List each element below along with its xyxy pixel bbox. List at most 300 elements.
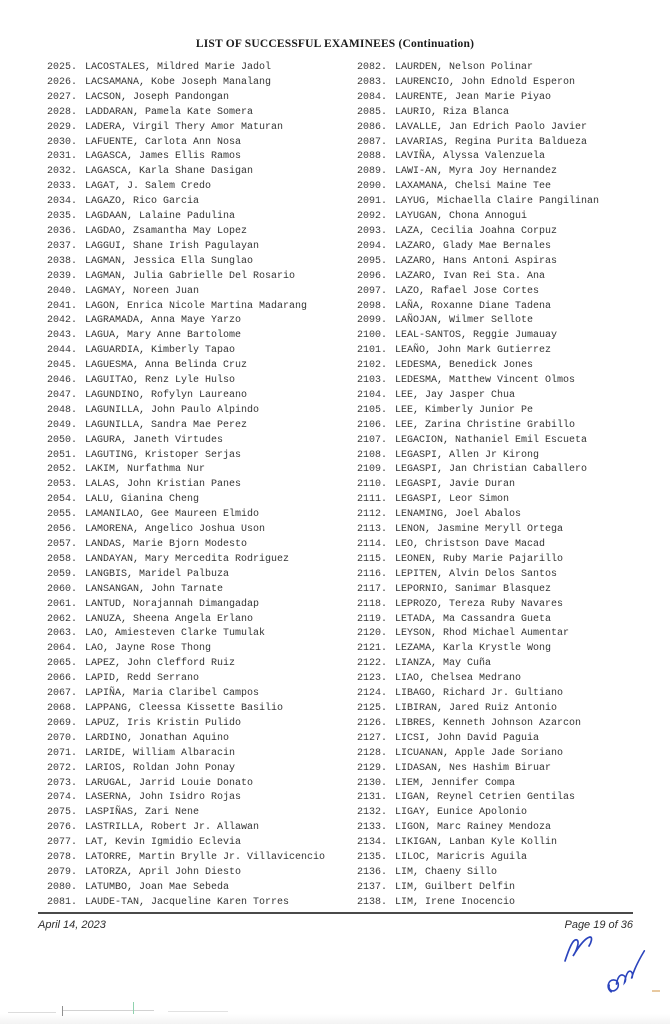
examinee-number: 2088.	[357, 151, 388, 163]
examinee-number: 2026.	[47, 76, 78, 88]
examinee-name: LIM, Guilbert Delfin	[395, 881, 516, 893]
examinee-name: LAURIO, Riza Blanca	[395, 106, 510, 118]
footer-divider	[38, 912, 633, 914]
list-item	[357, 225, 669, 240]
list-item	[47, 255, 359, 270]
examinee-number: 2096.	[357, 270, 388, 282]
examinee-number: 2056.	[47, 524, 78, 536]
list-item	[47, 732, 359, 747]
list-item	[47, 419, 359, 434]
list-item	[357, 300, 669, 315]
examinee-number: 2043.	[47, 330, 78, 342]
list-item	[47, 583, 359, 598]
examinee-number: 2100.	[357, 330, 388, 342]
list-item	[47, 821, 359, 836]
examinee-list-left-column	[47, 61, 359, 911]
examinee-number: 2132.	[357, 807, 388, 819]
examinee-number: 2126.	[357, 717, 388, 729]
examinee-name: LANSANGAN, John Tarnate	[85, 583, 224, 595]
list-item	[357, 568, 669, 583]
examinee-name: LAGUNDINO, Rofylyn Laureano	[85, 389, 248, 401]
scan-artifact	[62, 1006, 63, 1016]
list-item	[47, 136, 359, 151]
examinee-name: LILOC, Maricris Aguila	[395, 852, 528, 864]
list-item	[357, 851, 669, 866]
examinee-number: 2062.	[47, 613, 78, 625]
list-item	[357, 106, 669, 121]
examinee-name: LAT, Kevin Igmidio Eclevia	[85, 837, 242, 849]
examinee-number: 2115.	[357, 553, 388, 565]
list-item	[357, 493, 669, 508]
list-item	[357, 702, 669, 717]
examinee-number: 2093.	[357, 225, 388, 237]
examinee-number: 2030.	[47, 136, 78, 148]
examinee-number: 2050.	[47, 434, 78, 446]
examinee-name: LAGUNILLA, Sandra Mae Perez	[85, 419, 248, 431]
examinee-name: LAGDAO, Zsamantha May Lopez	[85, 225, 248, 237]
examinee-number: 2125.	[357, 702, 388, 714]
examinee-number: 2081.	[47, 896, 78, 908]
list-item	[47, 642, 359, 657]
list-item	[357, 538, 669, 553]
examinee-name: LENON, Jasmine Meryll Ortega	[395, 524, 564, 536]
examinee-number: 2064.	[47, 643, 78, 655]
examinee-name: LAGUA, Mary Anne Bartolome	[85, 330, 242, 342]
list-item	[357, 434, 669, 449]
examinee-name: LIANZA, May Cuña	[395, 658, 492, 670]
list-item	[47, 225, 359, 240]
examinee-number: 2083.	[357, 76, 388, 88]
list-item	[47, 270, 359, 285]
examinee-name: LALAS, John Kristian Panes	[85, 479, 242, 491]
list-item	[357, 627, 669, 642]
examinee-number: 2117.	[357, 583, 388, 595]
examinee-name: LATORZA, April John Diesto	[85, 866, 242, 878]
examinee-number: 2036.	[47, 225, 78, 237]
scan-artifact	[652, 990, 660, 992]
list-item	[47, 866, 359, 881]
examinee-name: LIGAY, Eunice Apolonio	[395, 807, 528, 819]
list-item	[47, 791, 359, 806]
signature-mark-1	[562, 934, 600, 966]
examinee-number: 2051.	[47, 449, 78, 461]
list-item	[47, 747, 359, 762]
examinee-number: 2053.	[47, 479, 78, 491]
examinee-name: LEGASPI, Allen Jr Kirong	[395, 449, 540, 461]
examinee-name: LAZA, Cecilia Joahna Corpuz	[395, 225, 558, 237]
examinee-number: 2031.	[47, 151, 78, 163]
list-item	[47, 613, 359, 628]
examinee-number: 2127.	[357, 732, 388, 744]
examinee-number: 2060.	[47, 583, 78, 595]
examinee-name: LIGAN, Reynel Cetrien Gentilas	[395, 792, 576, 804]
examinee-number: 2032.	[47, 166, 78, 178]
examinee-name: LAGAT, J. Salem Credo	[85, 181, 212, 193]
list-item	[357, 285, 669, 300]
examinee-name: LAFUENTE, Carlota Ann Nosa	[85, 136, 242, 148]
examinee-number: 2070.	[47, 732, 78, 744]
examinee-number: 2098.	[357, 300, 388, 312]
list-item	[357, 583, 669, 598]
examinee-name: LEGACION, Nathaniel Emil Escueta	[395, 434, 588, 446]
list-item	[47, 434, 359, 449]
list-item	[357, 672, 669, 687]
list-item	[357, 150, 669, 165]
examinee-name: LASPIÑAS, Zari Nene	[85, 807, 200, 819]
examinee-name: LIGON, Marc Rainey Mendoza	[395, 822, 552, 834]
list-item	[357, 777, 669, 792]
list-item	[47, 389, 359, 404]
examinee-name: LIBIRAN, Jared Ruiz Antonio	[395, 702, 558, 714]
examinee-number: 2049.	[47, 419, 78, 431]
examinee-number: 2105.	[357, 404, 388, 416]
examinee-number: 2085.	[357, 106, 388, 118]
examinee-number: 2067.	[47, 688, 78, 700]
examinee-name: LAGDAAN, Lalaine Padulina	[85, 211, 236, 223]
examinee-number: 2057.	[47, 539, 78, 550]
examinee-number: 2130.	[357, 777, 388, 789]
list-item	[357, 210, 669, 225]
examinee-name: LAPEZ, John Clefford Ruiz	[85, 658, 236, 670]
examinee-name: LEPROZO, Tereza Ruby Navares	[395, 598, 564, 610]
examinee-number: 2109.	[357, 464, 388, 476]
examinee-name: LAMORENA, Angelico Joshua Uson	[85, 524, 266, 536]
examinee-name: LAZARO, Ivan Rei Sta. Ana	[395, 270, 546, 282]
examinee-number: 2075.	[47, 807, 78, 819]
examinee-name: LAVIÑA, Alyssa Valenzuela	[395, 151, 546, 163]
list-item	[357, 687, 669, 702]
examinee-name: LANDAS, Marie Bjorn Modesto	[85, 539, 248, 550]
examinee-number: 2114.	[357, 539, 388, 550]
examinee-number: 2042.	[47, 315, 78, 327]
examinee-name: LIBRES, Kenneth Johnson Azarcon	[395, 717, 582, 729]
examinee-name: LAZARO, Glady Mae Bernales	[395, 240, 552, 252]
examinee-name: LADDARAN, Pamela Kate Somera	[85, 106, 254, 118]
examinee-number: 2110.	[357, 479, 388, 491]
examinee-name: LAGMAY, Noreen Juan	[85, 285, 200, 297]
examinee-name: LEYSON, Rhod Michael Aumentar	[395, 628, 570, 640]
list-item	[357, 598, 669, 613]
list-item	[47, 806, 359, 821]
list-item	[357, 747, 669, 762]
examinee-number: 2065.	[47, 658, 78, 670]
examinee-name: LANDAYAN, Mary Mercedita Rodriguez	[85, 553, 290, 565]
examinee-number: 2054.	[47, 494, 78, 506]
examinee-number: 2068.	[47, 702, 78, 714]
examinee-number: 2047.	[47, 389, 78, 401]
list-item	[47, 777, 359, 792]
examinee-number: 2035.	[47, 211, 78, 223]
examinee-name: LEGASPI, Javie Duran	[395, 479, 516, 491]
list-item	[47, 717, 359, 732]
list-item	[357, 881, 669, 896]
examinee-name: LETADA, Ma Cassandra Gueta	[395, 613, 552, 625]
examinee-number: 2092.	[357, 211, 388, 223]
page-footer	[38, 919, 633, 931]
list-item	[47, 762, 359, 777]
list-item	[357, 389, 669, 404]
list-item	[357, 613, 669, 628]
examinee-number: 2037.	[47, 240, 78, 252]
list-item	[357, 866, 669, 881]
list-item	[47, 76, 359, 91]
examinee-number: 2108.	[357, 449, 388, 461]
examinee-number: 2138.	[357, 896, 388, 908]
examinee-number: 2027.	[47, 91, 78, 103]
examinee-name: LIAO, Chelsea Medrano	[395, 673, 522, 685]
list-item	[47, 553, 359, 568]
examinee-number: 2033.	[47, 181, 78, 193]
examinee-number: 2103.	[357, 375, 388, 387]
examinee-name: LEPITEN, Alvin Delos Santos	[395, 568, 558, 580]
examinee-name: LAGURA, Janeth Virtudes	[85, 434, 224, 446]
examinee-number: 2090.	[357, 181, 388, 193]
examinee-number: 2052.	[47, 464, 78, 476]
examinee-number: 2113.	[357, 524, 388, 536]
examinee-name: LAGAZO, Rico Garcia	[85, 196, 200, 208]
examinee-name: LAVARIAS, Regina Purita Baldueza	[395, 136, 588, 148]
examinee-number: 2076.	[47, 822, 78, 834]
examinee-number: 2120.	[357, 628, 388, 640]
examinee-number: 2137.	[357, 881, 388, 893]
examinee-number: 2061.	[47, 598, 78, 610]
examinee-name: LEE, Zarina Christine Grabillo	[395, 419, 576, 431]
list-item	[47, 627, 359, 642]
list-item	[357, 806, 669, 821]
examinee-name: LENAMING, Joel Abalos	[395, 509, 522, 521]
list-item	[357, 374, 669, 389]
examinee-name: LAMANILAO, Gee Maureen Elmido	[85, 509, 260, 521]
examinee-name: LAGASCA, Karla Shane Dasigan	[85, 166, 254, 178]
list-item	[357, 255, 669, 270]
examinee-name: LEPORNIO, Sanimar Blasquez	[395, 583, 552, 595]
list-item	[47, 836, 359, 851]
list-item	[357, 195, 669, 210]
examinee-name: LASTRILLA, Robert Jr. Allawan	[85, 822, 260, 834]
examinee-number: 2119.	[357, 613, 388, 625]
examinee-number: 2079.	[47, 866, 78, 878]
examinee-name: LAUDE-TAN, Jacqueline Karen Torres	[85, 896, 290, 908]
list-item	[357, 821, 669, 836]
examinee-name: LACSON, Joseph Pandongan	[85, 91, 230, 103]
list-item	[357, 478, 669, 493]
examinee-number: 2136.	[357, 866, 388, 878]
list-item	[47, 210, 359, 225]
examinee-number: 2089.	[357, 166, 388, 178]
examinee-name: LACSAMANA, Kobe Joseph Manalang	[85, 76, 272, 88]
examinee-name: LAÑOJAN, Wilmer Sellote	[395, 315, 534, 327]
examinee-number: 2029.	[47, 121, 78, 133]
list-item	[47, 329, 359, 344]
examinee-name: LALU, Gianina Cheng	[85, 494, 200, 506]
examinee-name: LAGASCA, James Ellis Ramos	[85, 151, 242, 163]
list-item	[357, 270, 669, 285]
examinee-number: 2087.	[357, 136, 388, 148]
list-item	[47, 91, 359, 106]
list-item	[357, 61, 669, 76]
list-item	[357, 717, 669, 732]
list-item	[357, 732, 669, 747]
examinee-name: LAGUARDIA, Kimberly Tapao	[85, 345, 236, 357]
list-item	[357, 344, 669, 359]
examinee-number: 2131.	[357, 792, 388, 804]
list-item	[357, 762, 669, 777]
examinee-name: LAO, Amiesteven Clarke Tumulak	[85, 628, 266, 640]
examinee-name: LIBAGO, Richard Jr. Gultiano	[395, 688, 564, 700]
examinee-name: LEE, Jay Jasper Chua	[395, 389, 516, 401]
examinee-number: 2134.	[357, 837, 388, 849]
list-item	[357, 836, 669, 851]
examinee-name: LEGASPI, Jan Christian Caballero	[395, 464, 588, 476]
examinee-name: LIM, Irene Inocencio	[395, 896, 516, 908]
examinee-number: 2091.	[357, 196, 388, 208]
list-item	[47, 508, 359, 523]
examinee-name: LAZARO, Hans Antoni Aspiras	[395, 255, 558, 267]
examinee-name: LAGUESMA, Anna Belinda Cruz	[85, 360, 248, 372]
list-item	[357, 121, 669, 136]
examinee-number: 2063.	[47, 628, 78, 640]
examinee-name: LAPIÑA, Maria Claribel Campos	[85, 688, 260, 700]
examinee-number: 2097.	[357, 285, 388, 297]
examinee-number: 2116.	[357, 568, 388, 580]
list-item	[357, 91, 669, 106]
list-item	[47, 568, 359, 583]
list-item	[357, 314, 669, 329]
examinee-number: 2034.	[47, 196, 78, 208]
list-item	[47, 61, 359, 76]
list-item	[357, 329, 669, 344]
examinee-name: LARUGAL, Jarrid Louie Donato	[85, 777, 254, 789]
examinee-number: 2072.	[47, 762, 78, 774]
examinee-name: LAGON, Enrica Nicole Martina Madarang	[85, 300, 308, 312]
examinee-number: 2084.	[357, 91, 388, 103]
examinee-number: 2069.	[47, 717, 78, 729]
examinee-name: LAGMAN, Julia Gabrielle Del Rosario	[85, 270, 296, 282]
examinee-name: LAVALLE, Jan Edrich Paolo Javier	[395, 121, 588, 133]
list-item	[47, 374, 359, 389]
examinee-number: 2025.	[47, 62, 78, 73]
examinee-name: LAGRAMADA, Anna Maye Yarzo	[85, 315, 242, 327]
examinee-name: LAURENTE, Jean Marie Piyao	[395, 91, 552, 103]
footer-page-number: Page 19 of 36	[564, 919, 633, 931]
list-item	[47, 359, 359, 374]
list-item	[357, 404, 669, 419]
examinee-name: LICSI, John David Paguia	[395, 732, 540, 744]
examinee-number: 2118.	[357, 598, 388, 610]
examinee-number: 2044.	[47, 345, 78, 357]
scan-artifact	[8, 1012, 56, 1013]
examinee-number: 2073.	[47, 777, 78, 789]
list-item	[357, 523, 669, 538]
list-item	[47, 449, 359, 464]
examinee-number: 2078.	[47, 852, 78, 864]
list-item	[357, 896, 669, 911]
examinee-number: 2106.	[357, 419, 388, 431]
examinee-number: 2058.	[47, 553, 78, 565]
examinee-name: LAGUTING, Kristoper Serjas	[85, 449, 242, 461]
examinee-number: 2038.	[47, 255, 78, 267]
examinee-name: LADERA, Virgil Thery Amor Maturan	[85, 121, 284, 133]
examinee-number: 2082.	[357, 62, 388, 73]
examinee-number: 2101.	[357, 345, 388, 357]
examinee-number: 2040.	[47, 285, 78, 297]
examinee-name: LATUMBO, Joan Mae Sebeda	[85, 881, 230, 893]
examinee-number: 2133.	[357, 822, 388, 834]
list-item	[47, 702, 359, 717]
list-item	[357, 657, 669, 672]
examinee-number: 2077.	[47, 837, 78, 849]
list-item	[357, 642, 669, 657]
examinee-name: LEE, Kimberly Junior Pe	[395, 404, 534, 416]
list-item	[357, 76, 669, 91]
examinee-number: 2122.	[357, 658, 388, 670]
list-item	[47, 195, 359, 210]
examinee-number: 2107.	[357, 434, 388, 446]
list-item	[47, 538, 359, 553]
examinee-name: LARIOS, Roldan John Ponay	[85, 762, 236, 774]
examinee-name: LIM, Chaeny Sillo	[395, 866, 498, 878]
examinee-number: 2048.	[47, 404, 78, 416]
examinee-name: LAURENCIO, John Ednold Esperon	[395, 76, 576, 88]
examinee-name: LANTUD, Norajannah Dimangadap	[85, 598, 260, 610]
examinee-name: LEDESMA, Matthew Vincent Olmos	[395, 375, 576, 387]
list-item	[47, 404, 359, 419]
examinee-number: 2039.	[47, 270, 78, 282]
signature-mark-2	[594, 942, 664, 1004]
list-item	[47, 478, 359, 493]
examinee-name: LEONEN, Ruby Marie Pajarillo	[395, 553, 564, 565]
examinee-name: LIEM, Jennifer Compa	[395, 777, 516, 789]
examinee-name: LATORRE, Martin Brylle Jr. Villavicencio	[85, 852, 326, 864]
list-item	[47, 344, 359, 359]
list-item	[357, 791, 669, 806]
list-item	[47, 523, 359, 538]
list-item	[47, 687, 359, 702]
examinee-number: 2071.	[47, 747, 78, 759]
examinee-number: 2094.	[357, 240, 388, 252]
examinee-name: LACOSTALES, Mildred Marie Jadol	[85, 62, 272, 73]
examinee-number: 2128.	[357, 747, 388, 759]
list-item	[357, 136, 669, 151]
list-item	[357, 180, 669, 195]
list-item	[47, 657, 359, 672]
examinee-name: LAO, Jayne Rose Thong	[85, 643, 212, 655]
examinee-name: LASERNA, John Isidro Rojas	[85, 792, 242, 804]
list-item	[47, 240, 359, 255]
examinee-name: LEGASPI, Leor Simon	[395, 494, 510, 506]
list-item	[357, 553, 669, 568]
list-item	[47, 285, 359, 300]
examinee-number: 2112.	[357, 509, 388, 521]
examinee-name: LAGUNILLA, John Paulo Alpindo	[85, 404, 260, 416]
list-item	[357, 508, 669, 523]
examinee-number: 2074.	[47, 792, 78, 804]
examinee-name: LEZAMA, Karla Krystle Wong	[395, 643, 552, 655]
examinee-name: LAXAMANA, Chelsi Maine Tee	[395, 181, 552, 193]
list-item	[47, 106, 359, 121]
scan-edge-shadow	[0, 1014, 670, 1024]
examinee-number: 2059.	[47, 568, 78, 580]
examinee-number: 2080.	[47, 881, 78, 893]
examinee-name: LAPID, Redd Serrano	[85, 673, 200, 685]
list-item	[47, 165, 359, 180]
examinee-number: 2102.	[357, 360, 388, 372]
list-item	[47, 463, 359, 478]
examinee-name: LAYUG, Michaella Claire Pangilinan	[395, 196, 600, 208]
examinee-number: 2111.	[357, 494, 388, 506]
examinee-number: 2123.	[357, 673, 388, 685]
list-item	[47, 672, 359, 687]
